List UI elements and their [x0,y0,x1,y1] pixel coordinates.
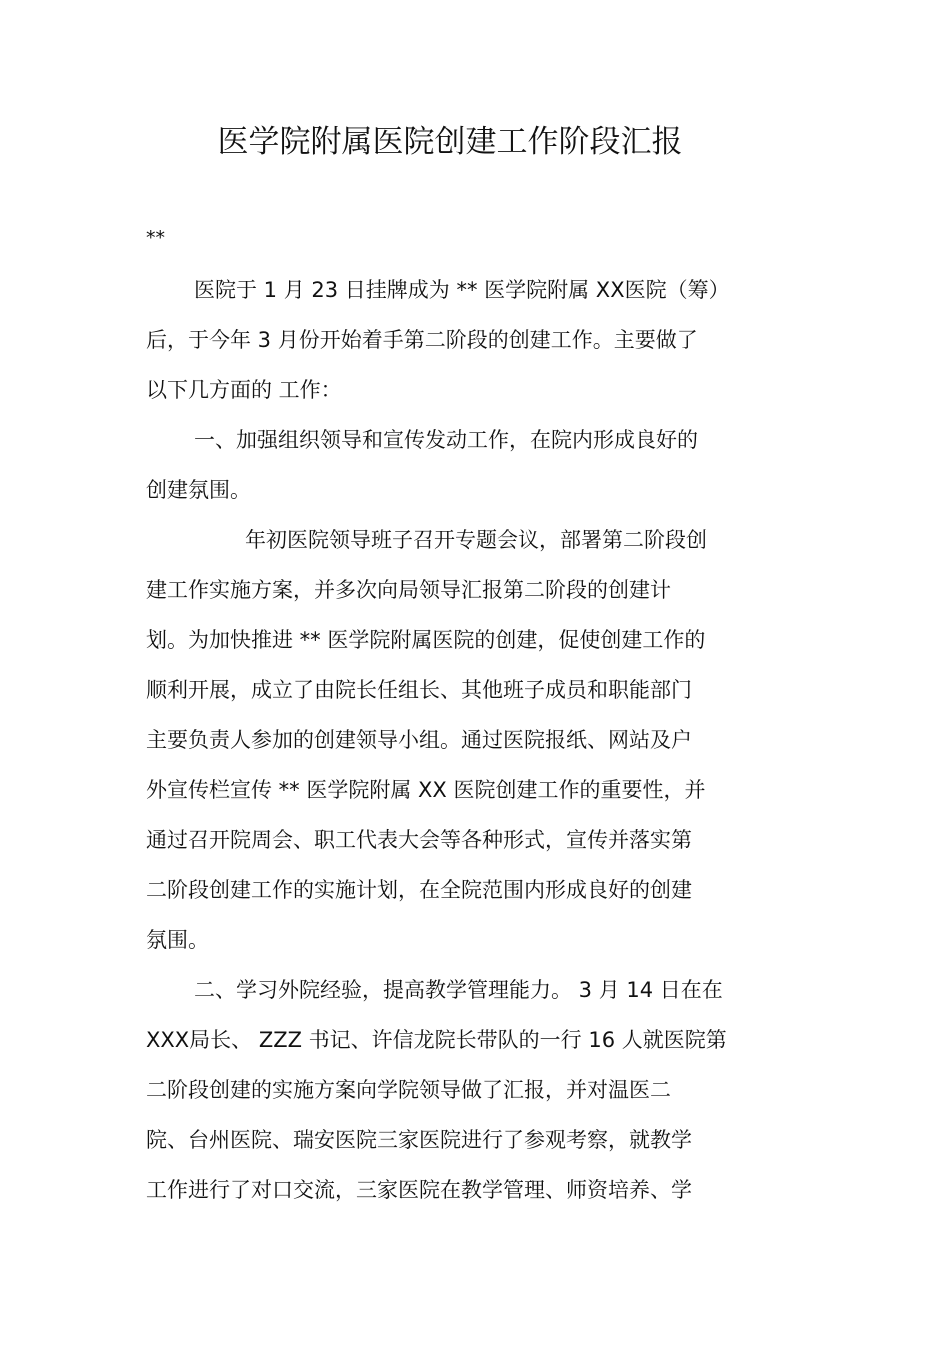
section-heading-line: 创建氛围。 [146,478,251,502]
paragraph-line: 工作进行了对口交流，三家医院在教学管理、师资培养、学 [146,1178,692,1202]
paragraph-line: 医院于 1 月 23 日挂牌成为 ** 医学院附属 XX医院（筹） [194,278,730,302]
paragraph-line: 院、台州医院、瑞安医院三家医院进行了参观考察，就教学 [146,1128,692,1152]
paragraph-line: XXX局长、 ZZZ 书记、许信龙院长带队的一行 16 人就医院第 [146,1028,727,1052]
document-author: ** [146,227,165,249]
paragraph-line: 以下几方面的 工作： [146,378,342,402]
paragraph-line: 后，于今年 3 月份开始着手第二阶段的创建工作。主要做了 [146,328,698,352]
section-heading-line: 二、学习外院经验，提高教学管理能力。 3 月 14 日在在 [194,978,723,1002]
paragraph-line: 二阶段创建工作的实施计划，在全院范围内形成良好的创建 [146,878,692,902]
section-heading-line: 一、加强组织领导和宣传发动工作，在院内形成良好的 [194,428,698,452]
paragraph-line: 建工作实施方案，并多次向局领导汇报第二阶段的创建计 [146,578,671,602]
paragraph-line: 顺利开展，成立了由院长任组长、其他班子成员和职能部门 [146,678,692,702]
paragraph-line: 划。为加快推进 ** 医学院附属医院的创建，促使创建工作的 [146,628,706,652]
document-title: 医学院附属医院创建工作阶段汇报 [217,124,683,160]
paragraph-line: 通过召开院周会、职工代表大会等各种形式，宣传并落实第 [146,828,692,852]
paragraph-line: 年初医院领导班子召开专题会议，部署第二阶段创 [245,528,707,552]
paragraph-line: 二阶段创建的实施方案向学院领导做了汇报，并对温医二 [146,1078,671,1102]
paragraph-line: 氛围。 [146,928,209,952]
paragraph-line: 主要负责人参加的创建领导小组。通过医院报纸、网站及户 [146,728,692,752]
paragraph-line: 外宣传栏宣传 ** 医学院附属 XX 医院创建工作的重要性，并 [146,778,706,802]
